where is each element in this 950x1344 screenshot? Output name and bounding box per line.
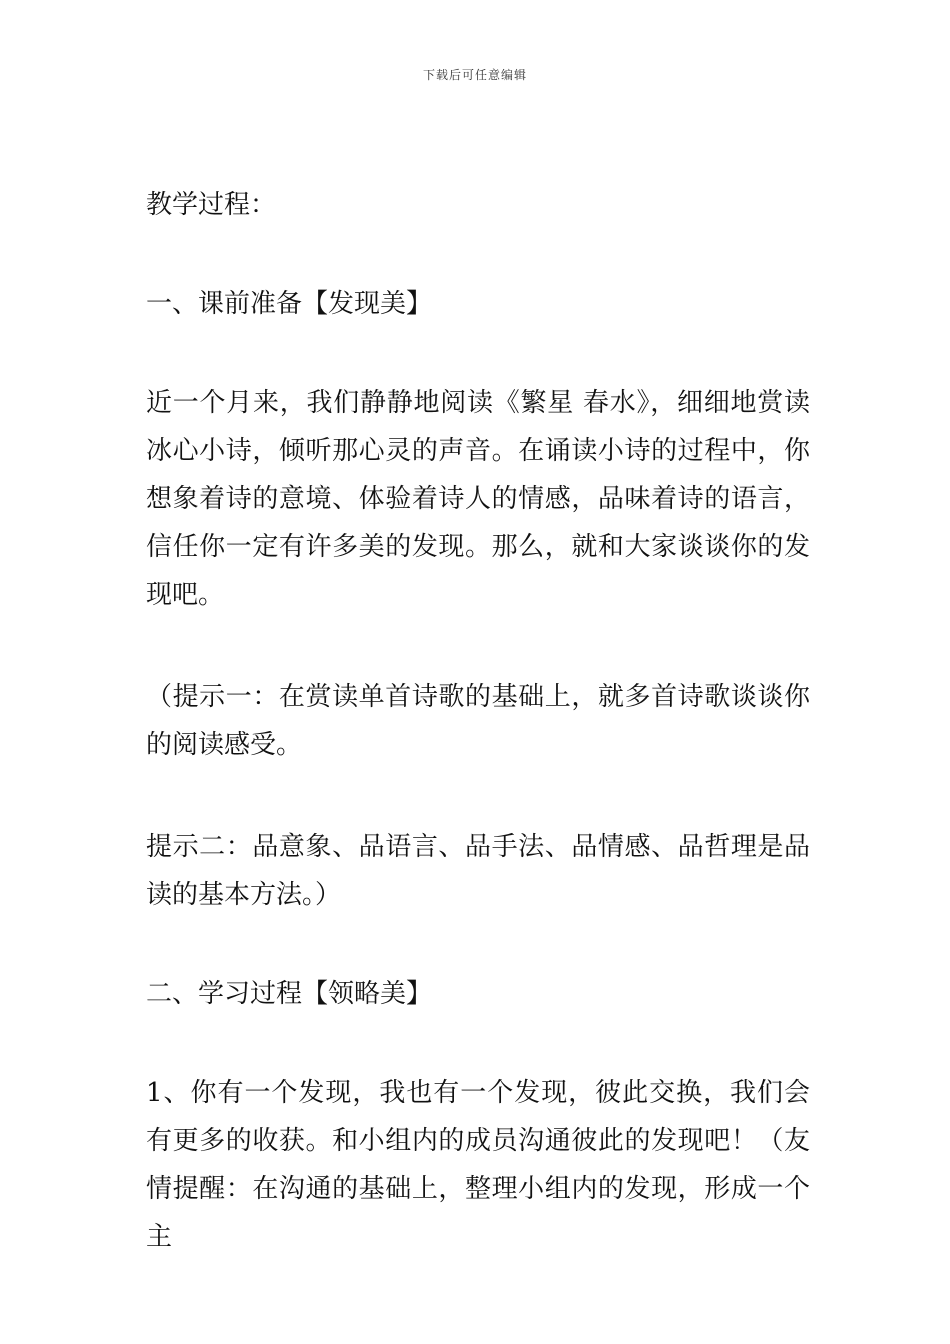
section2-heading: 二、学习过程【领略美】 [146,979,433,1009]
section1-heading: 一、课前准备【发现美】 [146,289,433,319]
document-body [146,181,810,1261]
document-title: 教学过程： [146,190,277,220]
hint-two: 提示二：品意象、品语言、品手法、品情感、品哲理是品读的基本方法。） [146,832,810,910]
section2-item-1: 1、你有一个发现，我也有一个发现，彼此交换，我们会有更多的收获。和小组内的成员沟通彼此的发现吧！（友情提醒：在沟通的基础上，整理小组内的发现，形成一个主 [146,1078,810,1252]
section1-body: 近一个月来，我们静静地阅读《繁星 春水》，细细地赏读冰心小诗，倾听那心灵的声音。在诵读小诗的过程中，你想象着诗的意境、体验着诗人的情感，品味着诗的语言，信任你一定有许多美的发现。那么，就和大家谈谈你的发现吧。 [146,388,810,610]
hint-one: （提示一：在赏读单首诗歌的基础上，就多首诗歌谈谈你的阅读感受。 [146,682,810,760]
page-header: 下载后可任意编辑 [422,68,527,82]
